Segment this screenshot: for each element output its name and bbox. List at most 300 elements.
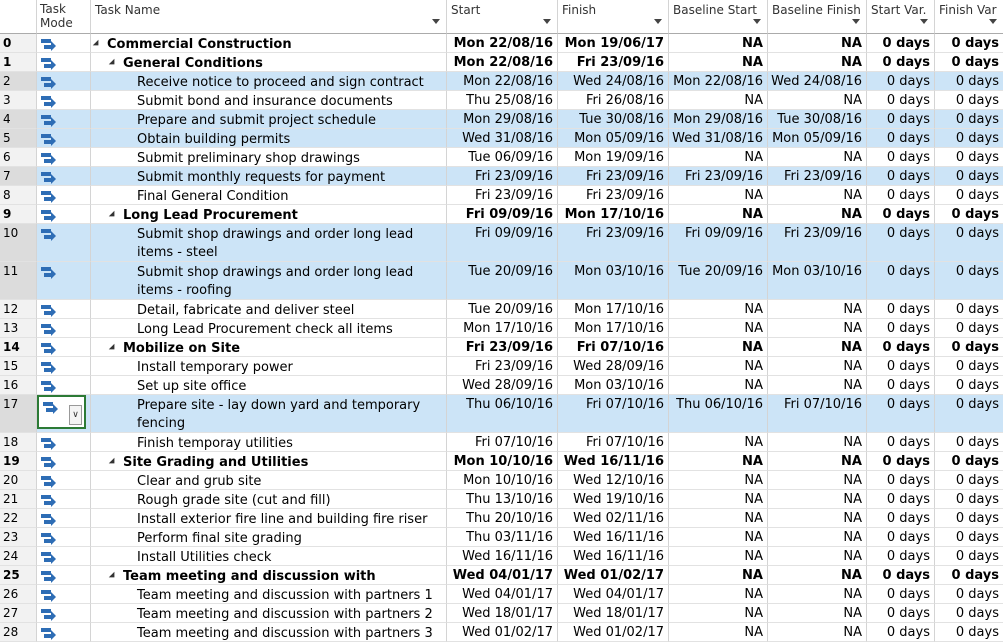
start-var-cell[interactable]: 0 days	[867, 433, 935, 452]
baseline-finish-cell[interactable]: NA	[768, 585, 867, 604]
row-id[interactable]: 23	[0, 528, 37, 547]
chevron-down-icon[interactable]	[920, 19, 928, 24]
table-row[interactable]	[0, 471, 1003, 490]
task-mode-cell[interactable]	[37, 53, 91, 72]
collapse-triangle-icon[interactable]	[109, 572, 117, 580]
start-cell[interactable]: Fri 23/09/16	[447, 167, 558, 186]
baseline-start-cell[interactable]: Fri 09/09/16	[669, 224, 768, 262]
finish-var-cell[interactable]: 0 days	[935, 224, 1003, 262]
table-row[interactable]	[0, 566, 1003, 585]
task-mode-cell[interactable]	[37, 224, 91, 262]
baseline-start-cell[interactable]: Mon 29/08/16	[669, 110, 768, 129]
table-row[interactable]	[0, 72, 1003, 91]
table-row[interactable]	[0, 338, 1003, 357]
task-mode-cell[interactable]	[37, 357, 91, 376]
baseline-finish-cell[interactable]: NA	[768, 34, 867, 53]
table-row[interactable]	[0, 53, 1003, 72]
task-name-cell[interactable]	[91, 300, 447, 319]
table-row[interactable]	[0, 148, 1003, 167]
task-name-cell[interactable]	[91, 319, 447, 338]
baseline-finish-cell[interactable]: Fri 07/10/16	[768, 395, 867, 433]
baseline-finish-cell[interactable]: NA	[768, 91, 867, 110]
collapse-triangle-icon[interactable]	[109, 59, 117, 67]
table-row[interactable]	[0, 604, 1003, 623]
start-cell[interactable]: Mon 17/10/16	[447, 319, 558, 338]
baseline-finish-cell[interactable]: Fri 23/09/16	[768, 224, 867, 262]
start-cell[interactable]: Thu 13/10/16	[447, 490, 558, 509]
finish-var-cell[interactable]: 0 days	[935, 509, 1003, 528]
start-cell[interactable]: Mon 10/10/16	[447, 452, 558, 471]
start-var-cell[interactable]: 0 days	[867, 547, 935, 566]
task-name-cell[interactable]	[91, 129, 447, 148]
table-row[interactable]	[0, 129, 1003, 148]
chevron-down-icon[interactable]	[852, 19, 860, 24]
task-mode-cell[interactable]	[37, 91, 91, 110]
task-mode-cell[interactable]	[37, 129, 91, 148]
finish-cell[interactable]: Wed 02/11/16	[558, 509, 669, 528]
row-id[interactable]: 10	[0, 224, 37, 262]
start-var-cell[interactable]: 0 days	[867, 509, 935, 528]
finish-cell[interactable]: Fri 07/10/16	[558, 433, 669, 452]
start-cell[interactable]: Fri 07/10/16	[447, 433, 558, 452]
baseline-finish-cell[interactable]: Tue 30/08/16	[768, 110, 867, 129]
finish-cell[interactable]: Mon 03/10/16	[558, 376, 669, 395]
task-mode-cell[interactable]	[37, 395, 91, 433]
task-name-cell[interactable]	[91, 604, 447, 623]
task-name-cell[interactable]	[91, 148, 447, 167]
header-baseline-start[interactable]	[669, 0, 768, 34]
start-var-cell[interactable]: 0 days	[867, 338, 935, 357]
start-var-cell[interactable]: 0 days	[867, 205, 935, 224]
task-name-cell[interactable]	[91, 547, 447, 566]
finish-var-cell[interactable]: 0 days	[935, 566, 1003, 585]
baseline-finish-cell[interactable]: Mon 03/10/16	[768, 262, 867, 300]
finish-cell[interactable]: Wed 01/02/17	[558, 566, 669, 585]
finish-var-cell[interactable]: 0 days	[935, 338, 1003, 357]
task-mode-cell[interactable]	[37, 167, 91, 186]
finish-cell[interactable]: Fri 23/09/16	[558, 167, 669, 186]
table-row[interactable]	[0, 205, 1003, 224]
baseline-finish-cell[interactable]: Fri 23/09/16	[768, 167, 867, 186]
finish-var-cell[interactable]: 0 days	[935, 604, 1003, 623]
baseline-start-cell[interactable]: NA	[669, 490, 768, 509]
finish-cell[interactable]: Mon 03/10/16	[558, 262, 669, 300]
baseline-finish-cell[interactable]: NA	[768, 566, 867, 585]
header-start-var[interactable]	[867, 0, 935, 34]
row-id[interactable]: 15	[0, 357, 37, 376]
baseline-finish-cell[interactable]: NA	[768, 338, 867, 357]
table-row[interactable]	[0, 167, 1003, 186]
finish-var-cell[interactable]: 0 days	[935, 547, 1003, 566]
baseline-start-cell[interactable]: NA	[669, 34, 768, 53]
start-cell[interactable]: Mon 29/08/16	[447, 110, 558, 129]
baseline-finish-cell[interactable]: NA	[768, 148, 867, 167]
baseline-start-cell[interactable]: Thu 06/10/16	[669, 395, 768, 433]
table-row[interactable]	[0, 547, 1003, 566]
baseline-start-cell[interactable]: NA	[669, 566, 768, 585]
task-mode-cell[interactable]	[37, 604, 91, 623]
finish-cell[interactable]: Wed 28/09/16	[558, 357, 669, 376]
finish-cell[interactable]: Wed 01/02/17	[558, 623, 669, 642]
finish-var-cell[interactable]: 0 days	[935, 376, 1003, 395]
start-cell[interactable]: Wed 31/08/16	[447, 129, 558, 148]
row-id[interactable]: 16	[0, 376, 37, 395]
task-name-cell[interactable]	[91, 262, 447, 300]
finish-cell[interactable]: Wed 16/11/16	[558, 528, 669, 547]
finish-cell[interactable]: Fri 23/09/16	[558, 186, 669, 205]
start-cell[interactable]: Fri 09/09/16	[447, 224, 558, 262]
table-row[interactable]	[0, 357, 1003, 376]
task-name-cell[interactable]	[91, 91, 447, 110]
baseline-start-cell[interactable]: Wed 31/08/16	[669, 129, 768, 148]
row-id[interactable]: 8	[0, 186, 37, 205]
start-cell[interactable]: Wed 04/01/17	[447, 566, 558, 585]
finish-var-cell[interactable]: 0 days	[935, 300, 1003, 319]
finish-var-cell[interactable]: 0 days	[935, 319, 1003, 338]
baseline-start-cell[interactable]: NA	[669, 205, 768, 224]
table-row[interactable]	[0, 110, 1003, 129]
task-name-cell[interactable]	[91, 167, 447, 186]
task-name-cell[interactable]	[91, 623, 447, 642]
table-row[interactable]	[0, 623, 1003, 642]
baseline-start-cell[interactable]: NA	[669, 452, 768, 471]
baseline-finish-cell[interactable]: NA	[768, 471, 867, 490]
finish-var-cell[interactable]: 0 days	[935, 34, 1003, 53]
row-id[interactable]: 17	[0, 395, 37, 433]
start-cell[interactable]: Thu 25/08/16	[447, 91, 558, 110]
table-row[interactable]	[0, 528, 1003, 547]
table-row[interactable]	[0, 91, 1003, 110]
chevron-down-icon[interactable]	[753, 19, 761, 24]
finish-var-cell[interactable]: 0 days	[935, 129, 1003, 148]
header-baseline-finish[interactable]	[768, 0, 867, 34]
finish-var-cell[interactable]: 0 days	[935, 528, 1003, 547]
start-var-cell[interactable]: 0 days	[867, 262, 935, 300]
task-name-cell[interactable]	[91, 357, 447, 376]
chevron-down-icon[interactable]	[543, 19, 551, 24]
start-cell[interactable]: Mon 22/08/16	[447, 72, 558, 91]
finish-cell[interactable]: Wed 16/11/16	[558, 452, 669, 471]
task-name-cell[interactable]	[91, 471, 447, 490]
start-var-cell[interactable]: 0 days	[867, 357, 935, 376]
start-cell[interactable]: Wed 01/02/17	[447, 623, 558, 642]
task-name-cell[interactable]	[91, 566, 447, 585]
baseline-finish-cell[interactable]: NA	[768, 53, 867, 72]
row-id[interactable]: 24	[0, 547, 37, 566]
task-mode-cell[interactable]	[37, 338, 91, 357]
start-cell[interactable]: Wed 04/01/17	[447, 585, 558, 604]
task-mode-cell[interactable]	[37, 205, 91, 224]
baseline-start-cell[interactable]: NA	[669, 186, 768, 205]
row-id[interactable]: 5	[0, 129, 37, 148]
baseline-finish-cell[interactable]: NA	[768, 528, 867, 547]
header-finish-var[interactable]	[935, 0, 1003, 34]
task-mode-cell[interactable]	[37, 300, 91, 319]
start-var-cell[interactable]: 0 days	[867, 490, 935, 509]
baseline-start-cell[interactable]: NA	[669, 585, 768, 604]
start-cell[interactable]: Fri 23/09/16	[447, 338, 558, 357]
start-var-cell[interactable]: 0 days	[867, 623, 935, 642]
baseline-finish-cell[interactable]: NA	[768, 604, 867, 623]
task-name-cell[interactable]	[91, 53, 447, 72]
task-mode-cell[interactable]	[37, 433, 91, 452]
row-id[interactable]: 6	[0, 148, 37, 167]
start-cell[interactable]: Mon 22/08/16	[447, 53, 558, 72]
row-id[interactable]: 7	[0, 167, 37, 186]
finish-cell[interactable]: Fri 07/10/16	[558, 395, 669, 433]
finish-var-cell[interactable]: 0 days	[935, 452, 1003, 471]
finish-var-cell[interactable]: 0 days	[935, 167, 1003, 186]
start-var-cell[interactable]: 0 days	[867, 528, 935, 547]
finish-cell[interactable]: Wed 18/01/17	[558, 604, 669, 623]
baseline-finish-cell[interactable]: NA	[768, 319, 867, 338]
task-name-cell[interactable]	[91, 433, 447, 452]
finish-var-cell[interactable]: 0 days	[935, 585, 1003, 604]
baseline-finish-cell[interactable]: NA	[768, 509, 867, 528]
task-name-cell[interactable]	[91, 585, 447, 604]
finish-var-cell[interactable]: 0 days	[935, 72, 1003, 91]
baseline-finish-cell[interactable]: NA	[768, 433, 867, 452]
task-mode-cell[interactable]	[37, 585, 91, 604]
task-name-cell[interactable]	[91, 338, 447, 357]
baseline-finish-cell[interactable]: NA	[768, 300, 867, 319]
baseline-start-cell[interactable]: NA	[669, 471, 768, 490]
task-name-cell[interactable]	[91, 452, 447, 471]
baseline-start-cell[interactable]: NA	[669, 528, 768, 547]
task-mode-cell[interactable]	[37, 186, 91, 205]
finish-var-cell[interactable]: 0 days	[935, 53, 1003, 72]
header-finish[interactable]	[558, 0, 669, 34]
baseline-finish-cell[interactable]: Wed 24/08/16	[768, 72, 867, 91]
chevron-down-icon[interactable]	[654, 19, 662, 24]
table-row[interactable]	[0, 452, 1003, 471]
task-mode-cell[interactable]	[37, 72, 91, 91]
baseline-start-cell[interactable]: Tue 20/09/16	[669, 262, 768, 300]
start-cell[interactable]: Wed 18/01/17	[447, 604, 558, 623]
baseline-start-cell[interactable]: NA	[669, 319, 768, 338]
finish-cell[interactable]: Mon 05/09/16	[558, 129, 669, 148]
baseline-finish-cell[interactable]: NA	[768, 205, 867, 224]
start-var-cell[interactable]: 0 days	[867, 167, 935, 186]
baseline-finish-cell[interactable]: NA	[768, 376, 867, 395]
baseline-start-cell[interactable]: NA	[669, 623, 768, 642]
row-id[interactable]: 26	[0, 585, 37, 604]
task-name-cell[interactable]	[91, 490, 447, 509]
row-id[interactable]: 9	[0, 205, 37, 224]
start-var-cell[interactable]: 0 days	[867, 91, 935, 110]
row-id[interactable]: 22	[0, 509, 37, 528]
baseline-start-cell[interactable]: NA	[669, 433, 768, 452]
finish-var-cell[interactable]: 0 days	[935, 205, 1003, 224]
collapse-triangle-icon[interactable]	[109, 211, 117, 219]
task-mode-cell[interactable]	[37, 547, 91, 566]
task-name-cell[interactable]	[91, 34, 447, 53]
task-mode-cell[interactable]	[37, 623, 91, 642]
start-var-cell[interactable]: 0 days	[867, 300, 935, 319]
task-mode-cell[interactable]	[37, 528, 91, 547]
start-cell[interactable]: Mon 10/10/16	[447, 471, 558, 490]
row-id[interactable]: 3	[0, 91, 37, 110]
baseline-start-cell[interactable]: NA	[669, 357, 768, 376]
row-id[interactable]: 27	[0, 604, 37, 623]
start-var-cell[interactable]: 0 days	[867, 395, 935, 433]
finish-cell[interactable]: Mon 17/10/16	[558, 300, 669, 319]
finish-var-cell[interactable]: 0 days	[935, 262, 1003, 300]
task-mode-cell[interactable]	[37, 110, 91, 129]
start-var-cell[interactable]: 0 days	[867, 186, 935, 205]
finish-var-cell[interactable]: 0 days	[935, 395, 1003, 433]
baseline-finish-cell[interactable]: NA	[768, 452, 867, 471]
start-var-cell[interactable]: 0 days	[867, 452, 935, 471]
start-var-cell[interactable]: 0 days	[867, 224, 935, 262]
finish-cell[interactable]: Mon 19/09/16	[558, 148, 669, 167]
task-mode-cell[interactable]	[37, 376, 91, 395]
table-row[interactable]	[0, 262, 1003, 300]
start-var-cell[interactable]: 0 days	[867, 585, 935, 604]
task-name-cell[interactable]	[91, 224, 447, 262]
row-id[interactable]: 0	[0, 34, 37, 53]
finish-var-cell[interactable]: 0 days	[935, 623, 1003, 642]
task-mode-cell[interactable]	[37, 509, 91, 528]
start-cell[interactable]: Wed 28/09/16	[447, 376, 558, 395]
collapse-triangle-icon[interactable]	[109, 344, 117, 352]
finish-cell[interactable]: Wed 24/08/16	[558, 72, 669, 91]
start-cell[interactable]: Fri 23/09/16	[447, 357, 558, 376]
start-cell[interactable]: Tue 06/09/16	[447, 148, 558, 167]
start-var-cell[interactable]: 0 days	[867, 319, 935, 338]
row-id[interactable]: 19	[0, 452, 37, 471]
baseline-finish-cell[interactable]: NA	[768, 547, 867, 566]
baseline-finish-cell[interactable]: NA	[768, 357, 867, 376]
collapse-triangle-icon[interactable]	[109, 458, 117, 466]
finish-var-cell[interactable]: 0 days	[935, 148, 1003, 167]
start-var-cell[interactable]: 0 days	[867, 72, 935, 91]
task-mode-cell[interactable]	[37, 148, 91, 167]
finish-cell[interactable]: Mon 19/06/17	[558, 34, 669, 53]
start-cell[interactable]: Mon 22/08/16	[447, 34, 558, 53]
row-id[interactable]: 4	[0, 110, 37, 129]
finish-cell[interactable]: Wed 04/01/17	[558, 585, 669, 604]
baseline-finish-cell[interactable]: NA	[768, 623, 867, 642]
start-var-cell[interactable]: 0 days	[867, 604, 935, 623]
row-id[interactable]: 20	[0, 471, 37, 490]
table-row[interactable]	[0, 34, 1003, 53]
finish-cell[interactable]: Wed 19/10/16	[558, 490, 669, 509]
start-var-cell[interactable]: 0 days	[867, 566, 935, 585]
collapse-triangle-icon[interactable]	[93, 40, 101, 48]
finish-cell[interactable]: Fri 07/10/16	[558, 338, 669, 357]
row-id[interactable]: 11	[0, 262, 37, 300]
baseline-start-cell[interactable]: NA	[669, 300, 768, 319]
row-id[interactable]: 21	[0, 490, 37, 509]
task-name-cell[interactable]	[91, 205, 447, 224]
task-name-cell[interactable]	[91, 528, 447, 547]
finish-cell[interactable]: Mon 17/10/16	[558, 205, 669, 224]
task-mode-cell[interactable]	[37, 452, 91, 471]
table-row[interactable]	[0, 376, 1003, 395]
table-row[interactable]	[0, 224, 1003, 262]
header-task-name[interactable]	[91, 0, 447, 34]
start-cell[interactable]: Fri 09/09/16	[447, 205, 558, 224]
baseline-start-cell[interactable]: NA	[669, 53, 768, 72]
baseline-start-cell[interactable]: NA	[669, 91, 768, 110]
finish-var-cell[interactable]: 0 days	[935, 91, 1003, 110]
baseline-start-cell[interactable]: NA	[669, 338, 768, 357]
finish-cell[interactable]: Mon 17/10/16	[558, 319, 669, 338]
finish-cell[interactable]: Tue 30/08/16	[558, 110, 669, 129]
baseline-start-cell[interactable]: NA	[669, 148, 768, 167]
task-mode-editor[interactable]	[37, 395, 86, 429]
start-cell[interactable]: Tue 20/09/16	[447, 300, 558, 319]
task-name-cell[interactable]	[91, 509, 447, 528]
header-task-mode[interactable]	[37, 0, 91, 34]
baseline-finish-cell[interactable]: Mon 05/09/16	[768, 129, 867, 148]
start-var-cell[interactable]: 0 days	[867, 34, 935, 53]
row-id[interactable]: 1	[0, 53, 37, 72]
task-mode-cell[interactable]	[37, 490, 91, 509]
start-cell[interactable]: Tue 20/09/16	[447, 262, 558, 300]
start-var-cell[interactable]: 0 days	[867, 110, 935, 129]
finish-var-cell[interactable]: 0 days	[935, 490, 1003, 509]
row-id[interactable]: 14	[0, 338, 37, 357]
start-cell[interactable]: Thu 20/10/16	[447, 509, 558, 528]
task-mode-cell[interactable]	[37, 471, 91, 490]
row-id[interactable]: 18	[0, 433, 37, 452]
chevron-down-icon[interactable]: ∨	[69, 405, 82, 425]
table-row[interactable]	[0, 585, 1003, 604]
finish-var-cell[interactable]: 0 days	[935, 110, 1003, 129]
baseline-start-cell[interactable]: Mon 22/08/16	[669, 72, 768, 91]
start-var-cell[interactable]: 0 days	[867, 376, 935, 395]
table-row[interactable]	[0, 433, 1003, 452]
table-row[interactable]	[0, 395, 1003, 433]
finish-var-cell[interactable]: 0 days	[935, 433, 1003, 452]
finish-var-cell[interactable]: 0 days	[935, 471, 1003, 490]
task-name-cell[interactable]	[91, 395, 447, 433]
baseline-finish-cell[interactable]: NA	[768, 490, 867, 509]
finish-cell[interactable]: Wed 16/11/16	[558, 547, 669, 566]
table-row[interactable]	[0, 509, 1003, 528]
finish-var-cell[interactable]: 0 days	[935, 186, 1003, 205]
task-name-cell[interactable]	[91, 110, 447, 129]
start-var-cell[interactable]: 0 days	[867, 53, 935, 72]
finish-cell[interactable]: Fri 23/09/16	[558, 224, 669, 262]
row-id[interactable]: 25	[0, 566, 37, 585]
row-id[interactable]: 2	[0, 72, 37, 91]
task-mode-cell[interactable]	[37, 566, 91, 585]
task-mode-cell[interactable]	[37, 319, 91, 338]
finish-var-cell[interactable]: 0 days	[935, 357, 1003, 376]
table-row[interactable]	[0, 186, 1003, 205]
task-name-cell[interactable]	[91, 376, 447, 395]
baseline-start-cell[interactable]: NA	[669, 547, 768, 566]
table-row[interactable]	[0, 300, 1003, 319]
start-var-cell[interactable]: 0 days	[867, 129, 935, 148]
baseline-start-cell[interactable]: Fri 23/09/16	[669, 167, 768, 186]
baseline-finish-cell[interactable]: NA	[768, 186, 867, 205]
finish-cell[interactable]: Wed 12/10/16	[558, 471, 669, 490]
task-mode-cell[interactable]	[37, 262, 91, 300]
table-row[interactable]	[0, 490, 1003, 509]
finish-cell[interactable]: Fri 23/09/16	[558, 53, 669, 72]
baseline-start-cell[interactable]: NA	[669, 376, 768, 395]
header-start[interactable]	[447, 0, 558, 34]
table-row[interactable]	[0, 319, 1003, 338]
start-var-cell[interactable]: 0 days	[867, 148, 935, 167]
row-id[interactable]: 12	[0, 300, 37, 319]
task-name-cell[interactable]	[91, 72, 447, 91]
row-id[interactable]: 28	[0, 623, 37, 642]
